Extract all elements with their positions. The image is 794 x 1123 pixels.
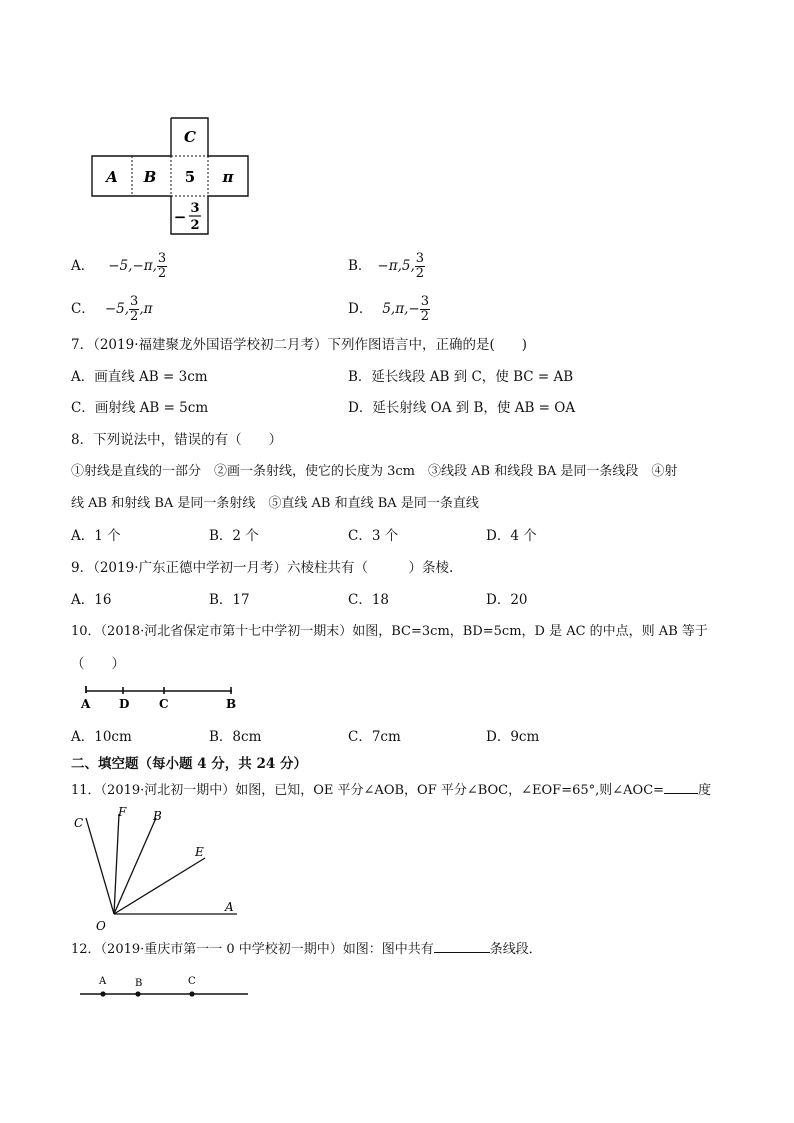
q6-option-b[interactable]: [348, 248, 425, 284]
q10-stem: 10．（2018·河北省保定市第十七中学初一期末）如图，BC=3cm，BD=5cm，D 是 AC 的中点，则 AB 等于: [71, 624, 708, 639]
q6-option-a[interactable]: [71, 248, 167, 284]
q6-c-fraction: $\frac{3}{2}$: [130, 293, 139, 324]
q8-stem: 8．下列说法中，错误的有（ ）: [71, 432, 283, 448]
q11-stem-text: 11．（2019·河北初一期中）如图，已知，OE 平分∠AOB，OF 平分∠BOC，∠EOF=65°,则∠AOC=: [71, 783, 665, 798]
q9-stem: 9．（2019·广东正德中学初一月考）六棱柱共有（ ）条棱.: [71, 560, 454, 576]
q12-line-figure: [72, 972, 252, 1002]
section-title: 二、填空题（每小题 4 分，共 24 分）: [71, 756, 307, 772]
q10-option-c[interactable]: C．7cm: [348, 729, 401, 745]
cube-net-figure: [88, 114, 253, 240]
q6-b-fraction: $\frac{3}{2}$: [415, 250, 425, 281]
q9-option-b[interactable]: B．17: [209, 592, 250, 608]
q8-option-a[interactable]: A．1 个: [71, 528, 121, 544]
net-cell-right: π: [222, 168, 234, 186]
q6-d-text: 5,π,−: [382, 301, 420, 317]
q6-a-fraction: $\frac{3}{2}$: [157, 250, 167, 281]
q9-option-c[interactable]: C．18: [348, 592, 390, 608]
q7-stem: 7．（2019·福建聚龙外国语学校初二月考）下列作图语言中，正确的是( ): [71, 337, 528, 353]
q8-option-b[interactable]: B．2 个: [209, 528, 259, 544]
q6-c-pre: −5,: [104, 301, 130, 317]
q12-stem-text: 12．（2019·重庆市第一一 0 中学校初一期中）如图：图中共有: [71, 942, 434, 957]
q6-option-c[interactable]: [71, 291, 153, 327]
q7-option-d[interactable]: D．延长射线 OA 到 B，使 AB = OA: [348, 400, 576, 416]
q6-c-label: C．: [71, 301, 95, 317]
q9-option-a[interactable]: A．16: [71, 592, 112, 608]
q11-stem-unit: 度: [698, 783, 712, 798]
q10-option-d[interactable]: D．9cm: [486, 729, 540, 745]
net-cell-b: B: [143, 168, 157, 186]
net-cell-center: 5: [184, 168, 196, 186]
net-cell-bottom-sign: −: [173, 208, 187, 226]
q12-stem: [71, 940, 542, 959]
q10-answer-paren: （ ）: [71, 656, 125, 672]
q8-option-c[interactable]: C．3 个: [348, 528, 399, 544]
q10-point-c: C: [159, 697, 169, 711]
q10-option-a[interactable]: A．10cm: [71, 729, 132, 745]
q11-label-b: B: [153, 809, 162, 823]
q6-d-label: D．: [348, 301, 373, 317]
q8-statements-line2: 线 AB 和射线 BA 是同一条射线 ⑤直线 AB 和直线 BA 是同一条直线: [71, 496, 479, 511]
q11-answer-blank[interactable]: [664, 781, 698, 794]
q12-point-a: A: [99, 976, 107, 987]
q6-a-text: −5,−π,: [108, 258, 157, 274]
q11-label-c: C: [74, 816, 84, 830]
q7-option-a[interactable]: A．画直线 AB = 3cm: [71, 369, 208, 385]
q6-b-label: B．: [348, 258, 372, 274]
q7-option-b[interactable]: B．延长线段 AB 到 C，使 BC = AB: [348, 369, 574, 385]
q6-option-d[interactable]: [348, 291, 430, 327]
q12-point-c: C: [188, 976, 196, 987]
q8-statements-line1: ①射线是直线的一部分 ②画一条射线，使它的长度为 3cm ③线段 AB 和线段 BA 是同一条线段 ④射: [71, 464, 678, 479]
q6-c-post: ,π: [139, 301, 153, 317]
q12-answer-blank[interactable]: [434, 940, 490, 953]
q6-b-text: −π,5,: [377, 258, 415, 274]
q9-option-d[interactable]: D．20: [486, 592, 528, 608]
q7-option-c[interactable]: C．画射线 AB = 5cm: [71, 400, 209, 416]
q11-label-o: O: [96, 919, 106, 933]
q11-stem: [71, 781, 711, 800]
q10-point-d: D: [119, 697, 130, 711]
net-cell-a: A: [106, 168, 118, 186]
net-cell-c: C: [184, 128, 196, 146]
q10-point-b: B: [226, 697, 237, 711]
q11-label-f: F: [118, 805, 127, 819]
net-cell-bottom-den: 2: [190, 218, 200, 233]
q12-stem-unit: 条线段．: [489, 942, 542, 957]
q10-point-a: A: [81, 697, 91, 711]
q6-a-label: A．: [71, 258, 95, 274]
q12-point-b: B: [135, 978, 143, 989]
q10-segment-figure: [72, 684, 242, 712]
q11-label-e: E: [195, 845, 204, 859]
q11-angle-figure: [72, 803, 242, 933]
net-cell-bottom-num: 3: [190, 201, 200, 216]
q8-option-d[interactable]: D．4 个: [486, 528, 537, 544]
q11-label-a: A: [225, 900, 234, 914]
q6-d-fraction: $\frac{3}{2}$: [420, 293, 429, 324]
q10-option-b[interactable]: B．8cm: [209, 729, 262, 745]
